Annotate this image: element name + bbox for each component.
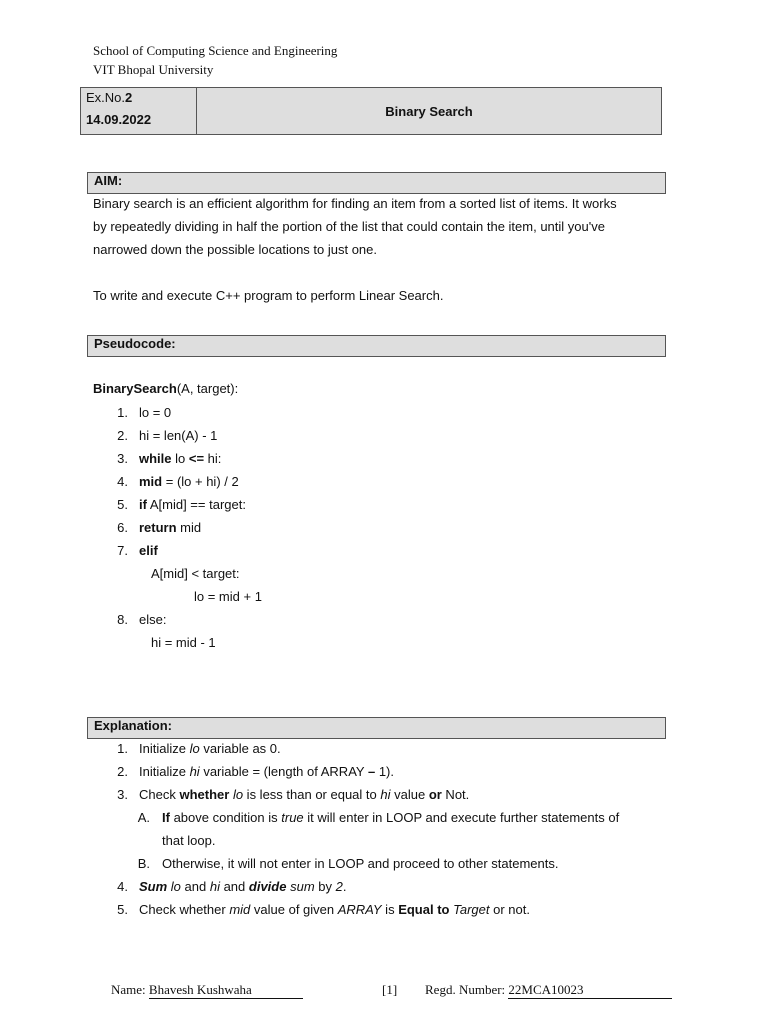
aim-line-3: narrowed down the possible locations to just one.: [93, 242, 378, 257]
explanation-heading: Explanation:: [87, 717, 666, 739]
function-signature: BinarySearch(A, target):: [93, 381, 239, 396]
aim-heading: AIM:: [87, 172, 666, 194]
exercise-header-box: [80, 87, 662, 135]
exercise-date: 14.09.2022: [86, 112, 152, 127]
exercise-info: [81, 88, 197, 134]
aim-line-1: Binary search is an efficient algorithm for finding an item from a sorted list of items. It works: [93, 196, 617, 211]
university-name: VIT Bhopal University: [93, 62, 214, 77]
aim-task: To write and execute C++ program to perform Linear Search.: [93, 288, 444, 303]
footer-page-number: [1]: [382, 982, 398, 997]
pseudocode-heading: Pseudocode:: [87, 335, 666, 357]
exercise-title: Binary Search: [385, 103, 473, 119]
exercise-number: Ex.No.2: [86, 90, 133, 105]
footer-name: Name: Bhavesh Kushwaha: [111, 982, 303, 999]
aim-line-2: by repeatedly dividing in half the portion of the list that could contain the item, until you've: [93, 219, 605, 234]
footer-regd-number: Regd. Number: 22MCA10023: [425, 982, 672, 999]
school-name: School of Computing Science and Engineering: [93, 43, 338, 58]
